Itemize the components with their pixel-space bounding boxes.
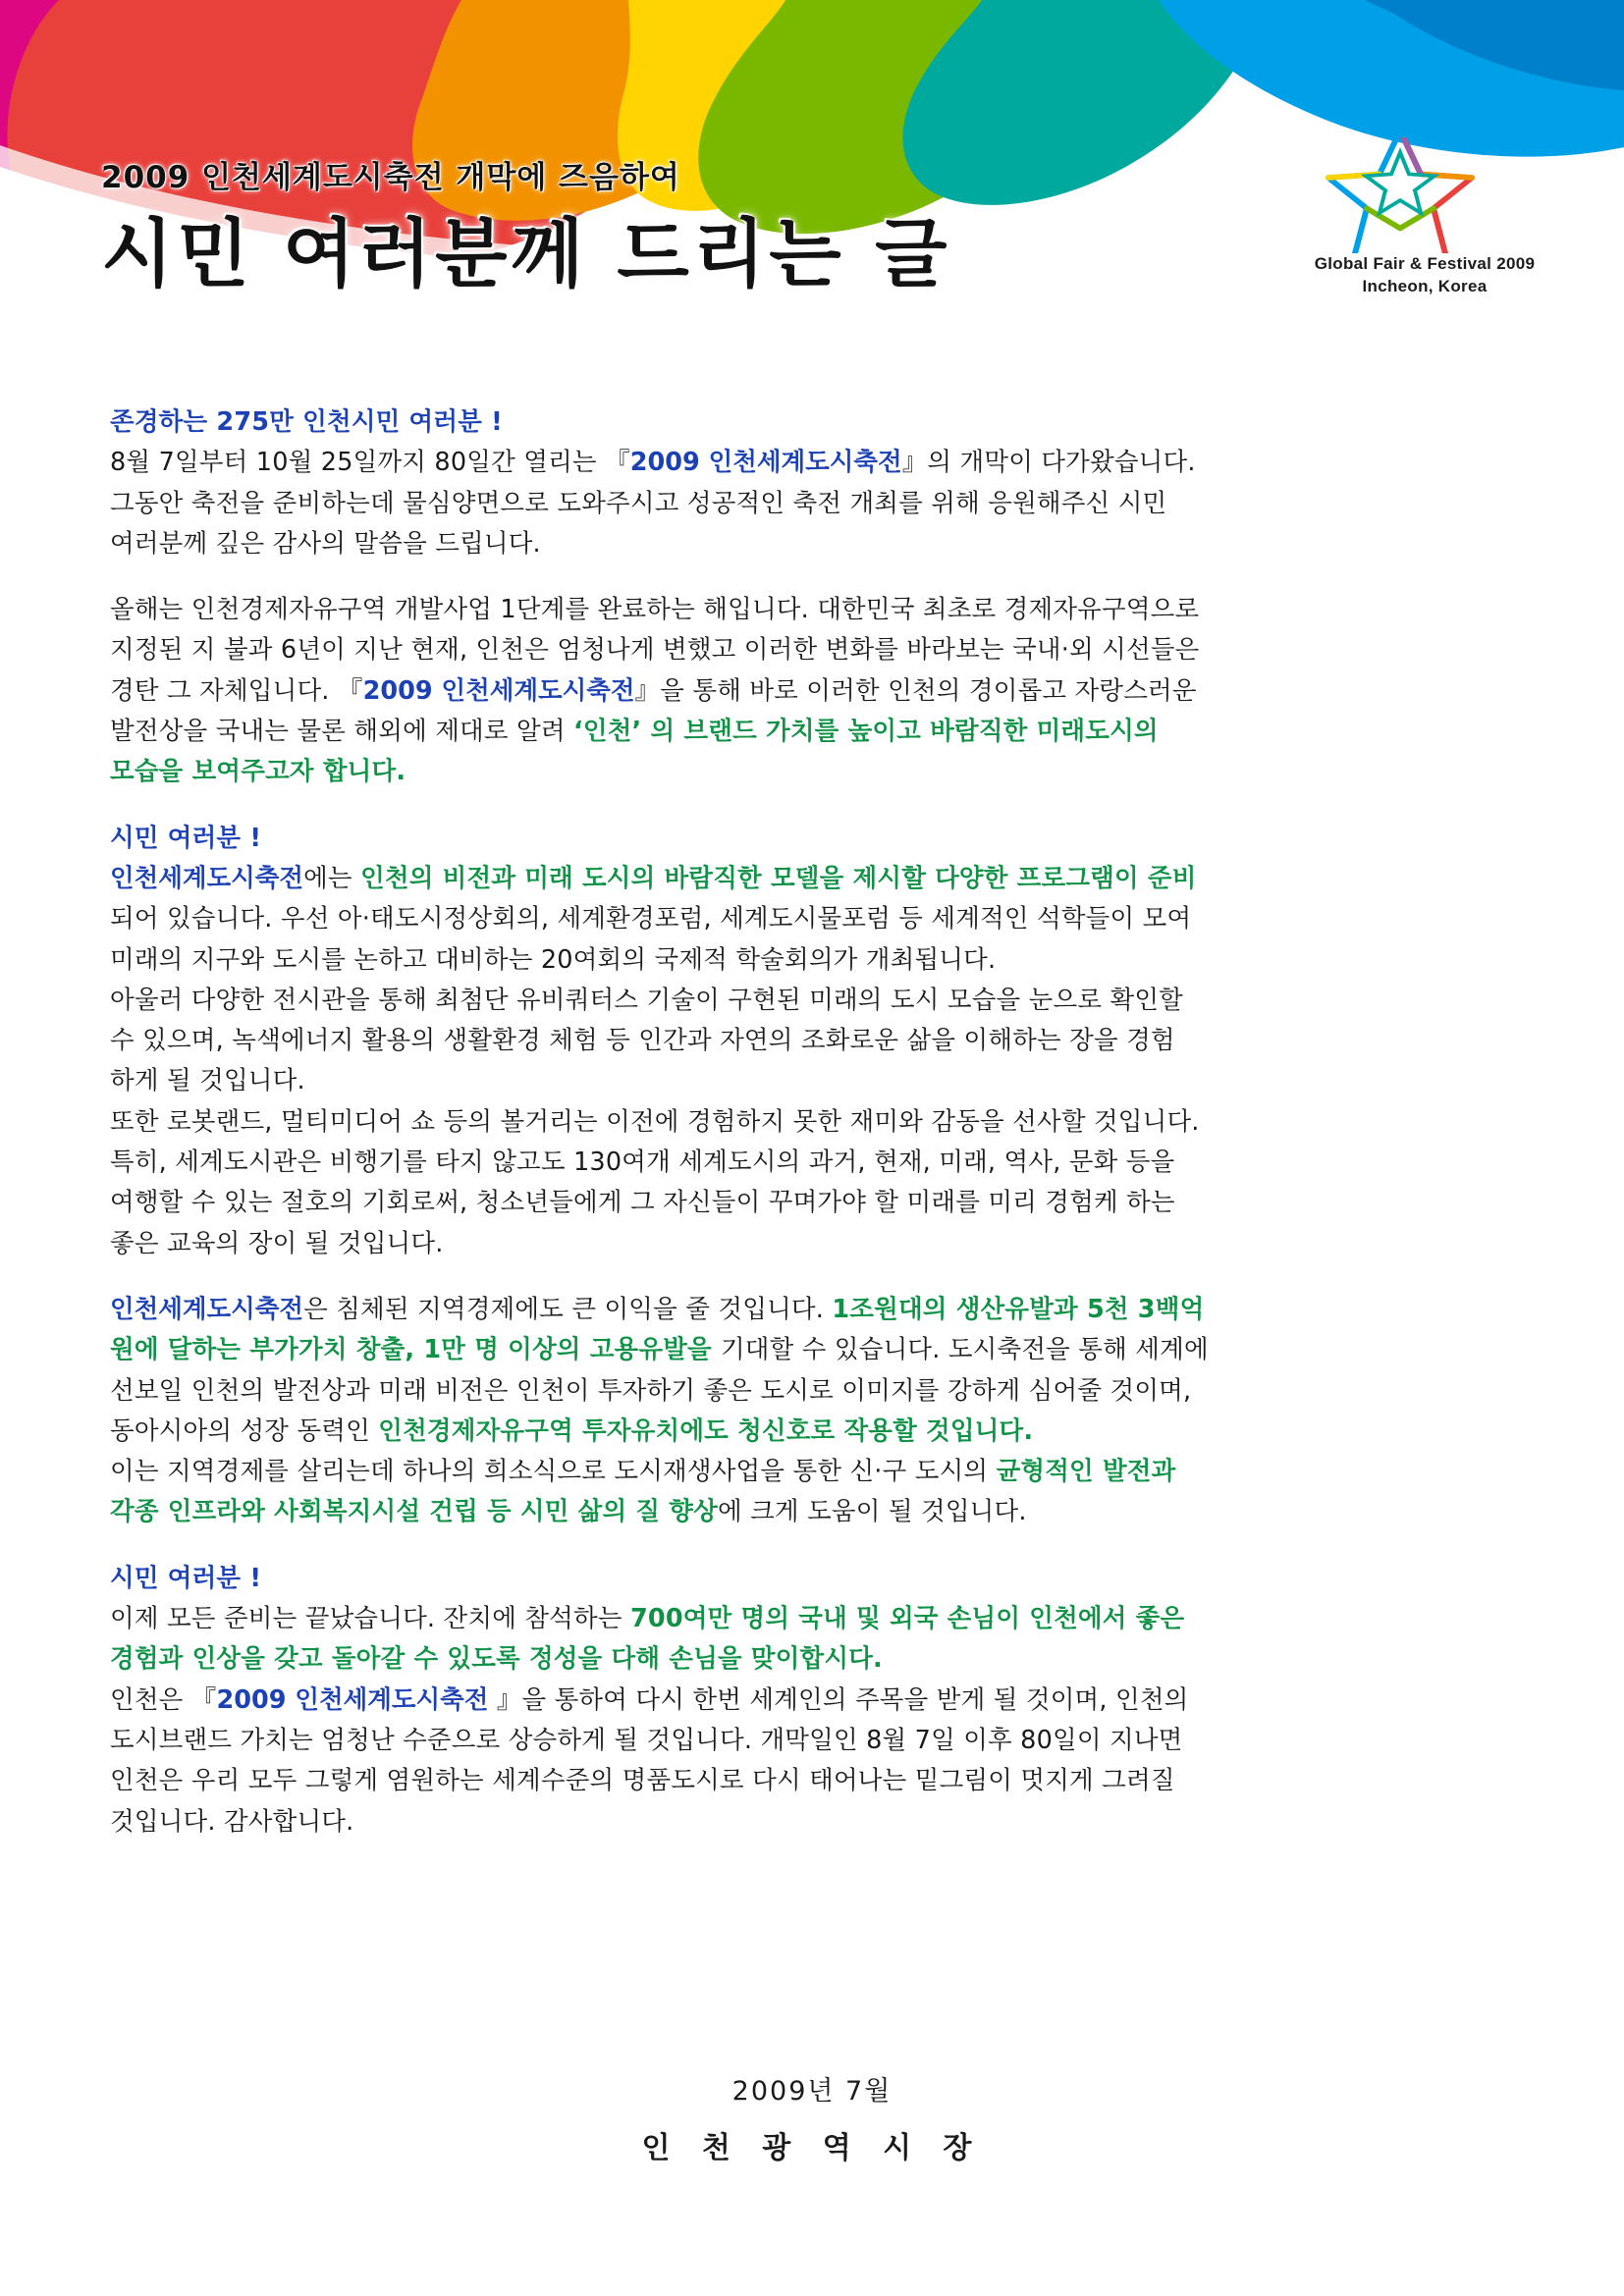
text-run: 미래의 지구와 도시를 논하고 대비하는 20여회의 국제적 학술회의가 개최됩니다. [110, 944, 997, 975]
paragraph-free-economic-zone [110, 590, 1524, 792]
text-line [110, 1224, 1524, 1264]
heading-run: 존경하는 275만 인천시민 여러분 ! [110, 407, 503, 437]
paragraph-gap [110, 793, 1524, 819]
text-line [110, 1143, 1524, 1183]
paragraph-gap [110, 564, 1524, 590]
paragraph-economy [110, 1290, 1524, 1533]
text-line [110, 1599, 1524, 1639]
text-run: 되어 있습니다. 우선 아·태도시정상회의, 세계환경포럼, 세계도시물포럼 등 세계적인 석학들이 모여 [110, 904, 1192, 934]
text-line [110, 1639, 1524, 1680]
top-color-banner [0, 0, 1624, 353]
highlight-run: 1조원대의 생산유발과 5천 3백억 [832, 1294, 1205, 1324]
text-line [110, 752, 1524, 792]
text-run: 이제 모든 준비는 끝났습니다. 잔치에 참석하는 [110, 1604, 630, 1634]
text-run: 동아시아의 성장 동력인 [110, 1415, 379, 1446]
text-run: 여러분께 깊은 감사의 말씀을 드립니다. [110, 528, 541, 559]
signature-date: 2009년 7월 [731, 2076, 893, 2107]
text-line [110, 712, 1524, 752]
highlight-run: 균형적인 발전과 [996, 1457, 1176, 1487]
text-line [110, 819, 1524, 859]
text-run: 은 침체된 지역경제에도 큰 이익을 줄 것입니다. [303, 1294, 833, 1324]
text-line [110, 1559, 1524, 1599]
signature-block [0, 2069, 1624, 2166]
text-line [110, 859, 1524, 899]
text-run: 기대할 수 있습니다. 도시축전을 통해 세계에 [720, 1335, 1209, 1365]
banner-kicker: 2009 인천세계도시축전 개막에 즈음하여 [101, 160, 680, 195]
highlight-run: 각종 인프라와 사회복지시설 건립 등 시민 삶의 질 향상 [110, 1497, 718, 1527]
text-run: 또한 로봇랜드, 멀티미디어 쇼 등의 볼거리는 이전에 경험하지 못한 재미와 감동을 선사할 것입니다. [110, 1106, 1200, 1137]
paragraph-programs [110, 819, 1524, 1264]
text-line [110, 1183, 1524, 1223]
text-line [110, 1102, 1524, 1143]
text-run: 좋은 교육의 장이 될 것입니다. [110, 1228, 444, 1258]
text-run: 경탄 그 자체입니다. 『 [110, 675, 363, 706]
text-line [110, 899, 1524, 939]
banner-headline: 시민 여러분께 드리는 글 [101, 210, 951, 297]
text-line [110, 484, 1524, 524]
highlight-run: 경험과 인상을 갖고 돌아갈 수 있도록 정성을 다해 손님을 맞이합시다. [110, 1644, 883, 1675]
event-name-run: 인천세계도시축전 [110, 1294, 304, 1324]
text-line [110, 981, 1524, 1021]
heading-run: 시민 여러분 ! [110, 1563, 262, 1593]
event-name-run: 2009 인천세계도시축전 [362, 675, 635, 706]
paragraph-gap [110, 1264, 1524, 1290]
highlight-run: 700여만 명의 국내 및 외국 손님이 인천에서 좋은 [629, 1604, 1185, 1634]
text-run: 8월 7일부터 10월 25일까지 80일간 열리는 『 [110, 448, 630, 478]
event-logo [1312, 137, 1538, 298]
text-run: 에는 [303, 863, 361, 893]
paragraph-gap [110, 1533, 1524, 1559]
text-run: 하게 될 것입니다. [110, 1066, 305, 1096]
text-line [110, 940, 1524, 981]
event-name-run: 2009 인천세계도시축전 [629, 448, 902, 478]
text-line [110, 1330, 1524, 1370]
text-line [110, 1061, 1524, 1101]
text-line [110, 1021, 1524, 1061]
event-name-run: 2009 인천세계도시축전 [216, 1684, 489, 1715]
text-run: 발전상을 국내는 물론 해외에 제대로 알려 [110, 717, 573, 747]
text-line [110, 1412, 1524, 1452]
logo-line-2: Incheon, Korea [1362, 276, 1488, 295]
text-line [110, 630, 1524, 670]
text-line [110, 1681, 1524, 1721]
highlight-run: 원에 달하는 부가가치 창출, 1만 명 이상의 고용유발을 [110, 1335, 721, 1365]
text-run: 것입니다. 감사합니다. [110, 1806, 354, 1837]
heading-run: 시민 여러분 ! [110, 823, 262, 853]
text-line [110, 1761, 1524, 1801]
text-line [110, 671, 1524, 712]
text-line [110, 1371, 1524, 1412]
text-run: 수 있으며, 녹색에너지 활용의 생활환경 체험 등 인간과 자연의 조화로운 삶을 이해하는 장을 경험 [110, 1026, 1175, 1056]
text-line [110, 1452, 1524, 1492]
text-run: 』의 개막이 다가왔습니다. [901, 448, 1196, 478]
event-name-run: 인천세계도시축전 [110, 863, 304, 893]
text-run: 그동안 축전을 준비하는데 물심양면으로 도와주시고 성공적인 축전 개최를 위해 응원해주신 시민 [110, 488, 1167, 518]
text-run: 』을 통해 바로 이러한 인천의 경이롭고 자랑스러운 [634, 675, 1197, 706]
text-run: 특히, 세계도시관은 비행기를 타지 않고도 130여개 세계도시의 과거, 현재, 미래, 역사, 문화 등을 [110, 1148, 1175, 1178]
text-line [110, 524, 1524, 564]
highlight-run: 모습을 보여주고자 합니다. [110, 757, 406, 787]
highlight-run: 인천의 비전과 미래 도시의 바람직한 모델을 제시할 다양한 프로그램이 준비 [360, 863, 1197, 893]
signature-name: 인 천 광 역 시 장 [641, 2131, 983, 2165]
text-run: 인천은 『 [110, 1684, 217, 1715]
text-line [110, 1492, 1524, 1532]
text-run: 아울러 다양한 전시관을 통해 최첨단 유비쿼터스 기술이 구현된 미래의 도시 모습을 눈으로 확인할 [110, 985, 1183, 1015]
logo-line-1: Global Fair & Festival 2009 [1314, 254, 1536, 273]
highlight-run: ‘인천’ 의 브랜드 가치를 높이고 바람직한 미래도시의 [573, 717, 1159, 747]
text-run: 지정된 지 불과 6년이 지난 현재, 인천은 엄청나게 변했고 이러한 변화를 바라보는 국내·외 시선들은 [110, 635, 1200, 666]
text-run: 이는 지역경제를 살리는데 하나의 희소식으로 도시재생사업을 통한 신·구 도시의 [110, 1457, 997, 1487]
highlight-run: 인천경제자유구역 투자유치에도 청신호로 작용할 것입니다. [378, 1415, 1034, 1446]
paragraph-closing [110, 1559, 1524, 1842]
text-line [110, 1802, 1524, 1842]
text-line [110, 590, 1524, 630]
text-run: 여행할 수 있는 절호의 기회로써, 청소년들에게 그 자신들이 꾸며가야 할 미래를 미리 경험케 하는 [110, 1188, 1175, 1218]
text-run: 올해는 인천경제자유구역 개발사업 1단계를 완료하는 해입니다. 대한민국 최초로 경제자유구역으로 [110, 595, 1200, 625]
text-run: 』을 통하여 다시 한번 세계인의 주목을 받게 될 것이며, 인천의 [488, 1684, 1189, 1715]
text-line [110, 443, 1524, 483]
text-line [110, 1721, 1524, 1761]
text-run: 선보일 인천의 발전상과 미래 비전은 인천이 투자하기 좋은 도시로 이미지를 강하게 심어줄 것이며, [110, 1375, 1192, 1406]
text-line [110, 1290, 1524, 1330]
text-run: 인천은 우리 모두 그렇게 염원하는 세계수준의 명품도시로 다시 태어나는 밑그림이 멋지게 그려질 [110, 1766, 1175, 1796]
letter-body [110, 402, 1524, 1842]
paragraph-greeting [110, 402, 1524, 564]
text-run: 도시브랜드 가치는 엄청난 수준으로 상승하게 될 것입니다. 개막일인 8월 7일 이후 80일이 지나면 [110, 1725, 1183, 1755]
star-icon [1312, 137, 1538, 253]
text-run: 에 크게 도움이 될 것입니다. [717, 1497, 1027, 1527]
text-line [110, 402, 1524, 443]
